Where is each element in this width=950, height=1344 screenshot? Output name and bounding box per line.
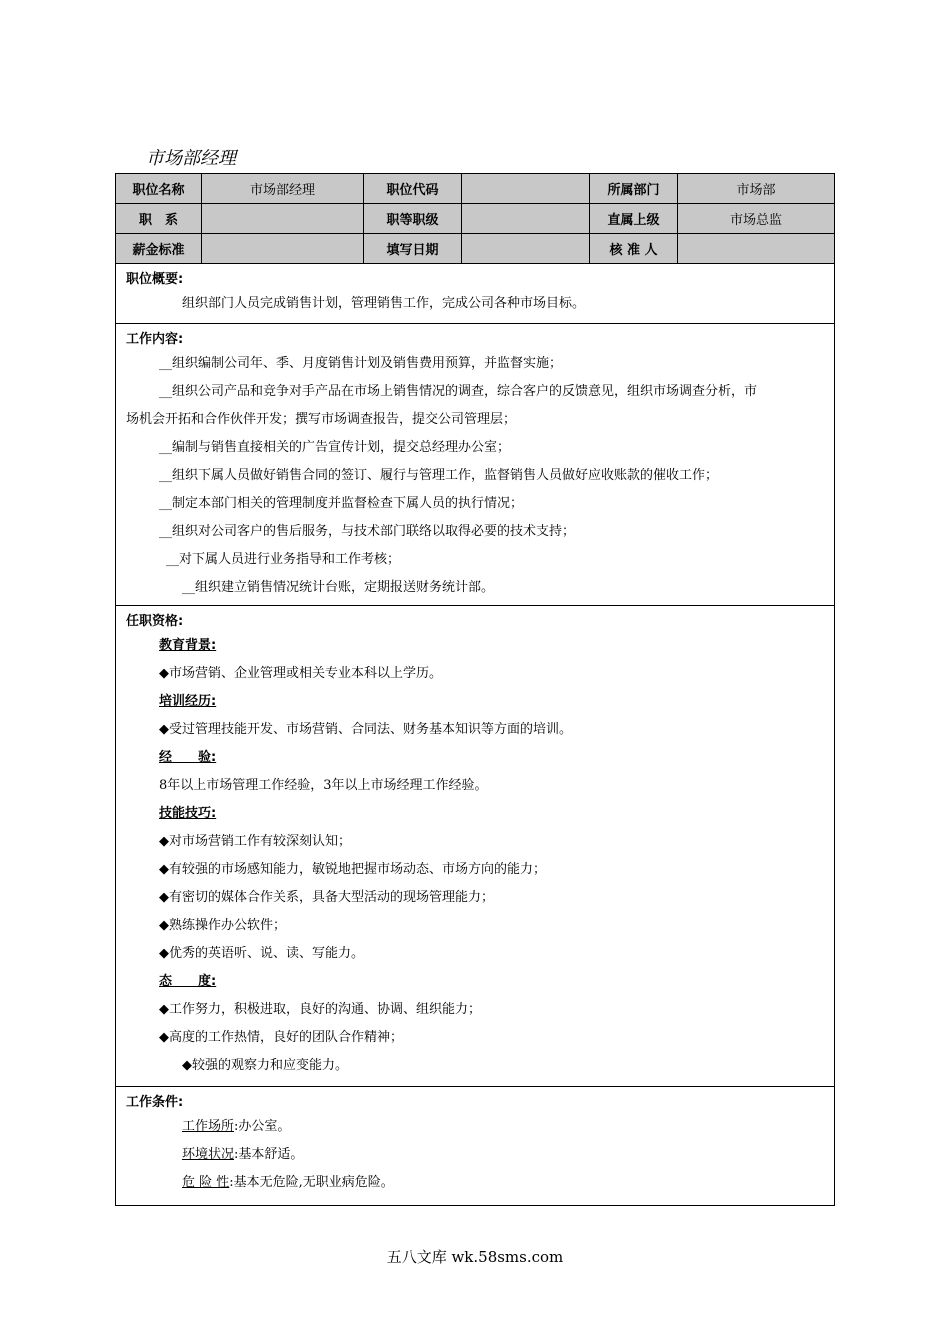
overview-title: 职位概要: (126, 272, 184, 287)
value-department: 市场部 (736, 183, 776, 198)
condition-label: 工作场所 (182, 1119, 235, 1134)
condition-value: :办公室。 (234, 1119, 291, 1134)
header-row-1 (116, 174, 834, 204)
value-position-code (462, 174, 590, 203)
condition-row (126, 1141, 824, 1169)
work-item: __组织建立销售情况统计台账，定期报送财务统计部。 (182, 580, 495, 595)
attitude-label: 态 度: (159, 974, 217, 989)
value-supervisor: 市场总监 (729, 213, 782, 228)
footer-watermark: 五八文库 wk.58sms.com (386, 1248, 564, 1266)
attitude-item: ◆工作努力，积极进取，良好的沟通、协调、组织能力； (159, 1002, 481, 1017)
conditions-title: 工作条件: (126, 1095, 184, 1110)
condition-row (126, 1169, 824, 1197)
work-item: __编制与销售直接相关的广告宣传计划，提交总经理办公室； (159, 440, 511, 455)
value-position-name: 市场部经理 (202, 174, 364, 203)
experience-text: 8年以上市场管理工作经验，3年以上市场经理工作经验。 (159, 778, 488, 793)
training-text: ◆受过管理技能开发、市场营销、合同法、财务基本知识等方面的培训。 (159, 722, 572, 737)
job-description-form (115, 173, 835, 1206)
skill-item: ◆熟练操作办公软件； (159, 918, 286, 933)
skill-item: ◆优秀的英语听、说、读、写能力。 (159, 946, 364, 961)
work-item: __对下属人员进行业务指导和工作考核； (166, 552, 401, 567)
label-department: 所属部门 (590, 174, 678, 203)
overview-section (116, 264, 834, 324)
label-job-family: 职 系 (116, 204, 202, 233)
label-fill-date: 填写日期 (364, 234, 462, 263)
work-item-continued: 场机会开拓和合作伙伴开发；撰写市场调查报告，提交公司管理层； (126, 412, 517, 427)
attitude-item: ◆较强的观察力和应变能力。 (182, 1058, 348, 1073)
work-item: __制定本部门相关的管理制度并监督检查下属人员的执行情况； (159, 496, 524, 511)
overview-text: 组织部门人员完成销售计划，管理销售工作，完成公司各种市场目标。 (182, 296, 586, 311)
condition-label: 危 险 性 (182, 1175, 230, 1190)
value-job-grade (462, 204, 590, 233)
condition-value: :基本无危险,无职业病危险。 (229, 1175, 394, 1190)
work-section (116, 324, 834, 606)
header-row-3 (116, 234, 834, 264)
header-row-2 (116, 204, 834, 234)
label-position-code: 职位代码 (364, 174, 462, 203)
value-approver (678, 234, 834, 263)
experience-label: 经 验: (159, 750, 217, 765)
label-salary: 薪金标准 (116, 234, 202, 263)
value-salary (202, 234, 364, 263)
education-text: ◆市场营销、企业管理或相关专业本科以上学历。 (159, 666, 442, 681)
education-label: 教育背景: (159, 638, 217, 653)
qualification-title: 任职资格: (126, 614, 184, 629)
conditions-section (116, 1087, 834, 1205)
qualification-section (116, 606, 834, 1087)
condition-row (126, 1113, 824, 1141)
skill-item: ◆有密切的媒体合作关系，具备大型活动的现场管理能力； (159, 890, 494, 905)
condition-label: 环境状况 (182, 1147, 235, 1162)
work-item: __组织公司产品和竞争对手产品在市场上销售情况的调查，综合客户的反馈意见，组织市场调查分析，市 (159, 384, 758, 399)
attitude-item: ◆高度的工作热情，良好的团队合作精神； (159, 1030, 403, 1045)
skills-label: 技能技巧: (159, 806, 217, 821)
work-title: 工作内容: (126, 332, 184, 347)
label-supervisor: 直属上级 (590, 204, 678, 233)
label-position-name: 职位名称 (116, 174, 202, 203)
work-item: __组织编制公司年、季、月度销售计划及销售费用预算，并监督实施； (159, 356, 563, 371)
work-item: __组织下属人员做好销售合同的签订、履行与管理工作，监督销售人员做好应收账款的催收工作； (159, 468, 719, 483)
label-job-grade: 职等职级 (364, 204, 462, 233)
training-label: 培训经历: (159, 694, 217, 709)
skill-item: ◆有较强的市场感知能力，敏锐地把握市场动态、市场方向的能力； (159, 862, 546, 877)
work-item: __组织对公司客户的售后服务，与技术部门联络以取得必要的技术支持； (159, 524, 576, 539)
document-title: 市场部经理 (146, 148, 236, 169)
value-job-family (202, 204, 364, 233)
label-approver: 核 准 人 (590, 234, 678, 263)
skill-item: ◆对市场营销工作有较深刻认知； (159, 834, 351, 849)
condition-value: :基本舒适。 (234, 1147, 304, 1162)
value-fill-date (462, 234, 590, 263)
